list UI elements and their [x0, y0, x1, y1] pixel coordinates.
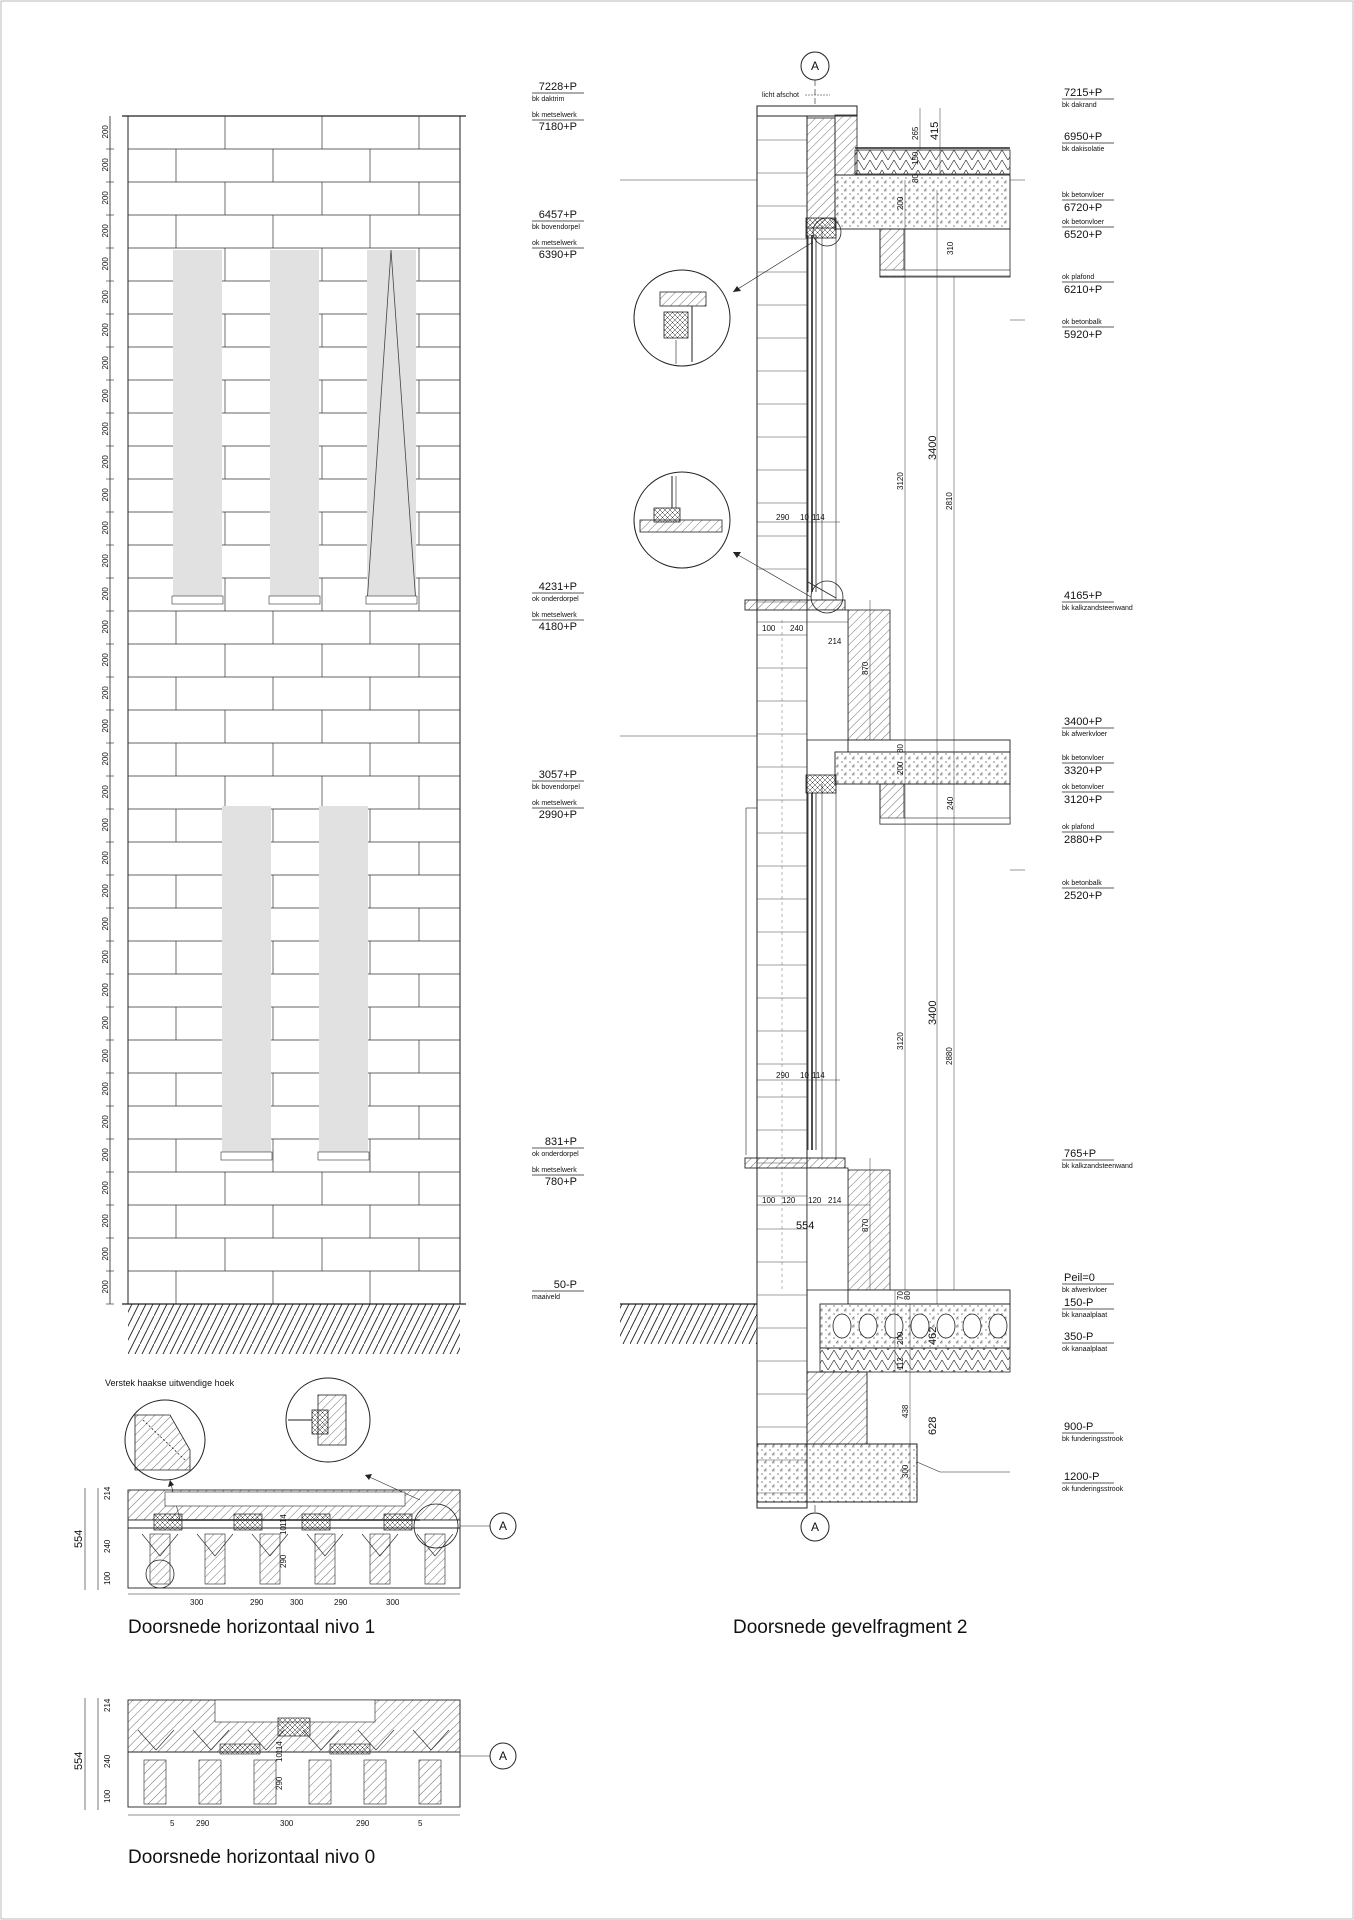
screed-floor-ground [848, 1290, 1010, 1304]
window-opening [367, 250, 416, 604]
floor-slab-mid [835, 752, 1010, 784]
dimension-label: 100 [762, 624, 776, 633]
dimension-label: 290 [196, 1819, 210, 1828]
level-value: 50-P [553, 1279, 577, 1291]
course-dimension: 200 [101, 1280, 110, 1294]
level-description: ok betonbalk [1062, 880, 1102, 887]
course-dimension: 200 [101, 653, 110, 667]
ceiling-top [880, 270, 1010, 276]
level-description: ok onderdorpel [532, 1151, 579, 1158]
window-sill [366, 596, 417, 604]
title-facade-section: Doorsnede gevelfragment 2 [733, 1617, 968, 1638]
level-description: bk dakisolatie [1062, 146, 1105, 153]
dimension-label: 300 [280, 1819, 294, 1828]
level-description: bk funderingsstrook [1062, 1436, 1124, 1443]
level-value: 3057+P [538, 769, 577, 781]
dimension-label: 120 [808, 1196, 822, 1205]
dimension-label: 70 [896, 1291, 905, 1300]
window-sill [269, 596, 320, 604]
dimension-label: 240 [790, 624, 804, 633]
window-opening [222, 806, 271, 1160]
level-value: 6950+P [1064, 131, 1103, 143]
level-value: 7180+P [538, 121, 577, 133]
facade-section [620, 52, 1025, 1541]
course-dimension: 200 [101, 158, 110, 172]
dimension-label: 3120 [896, 1032, 905, 1050]
course-dimension: 200 [101, 1247, 110, 1261]
level-value: Peil=0 [1064, 1272, 1095, 1284]
course-dimension: 200 [101, 785, 110, 799]
section-levels [1062, 87, 1133, 1493]
dimension-label: 3400 [927, 1000, 939, 1025]
course-dimension: 200 [101, 587, 110, 601]
level-description: ok betonvloer [1062, 219, 1105, 226]
level-description: bk bovendorpel [532, 224, 580, 231]
level-description: bk betonvloer [1062, 755, 1105, 762]
course-dimensions [101, 125, 114, 1304]
level-value: 765+P [1064, 1148, 1097, 1160]
course-dimension: 200 [101, 1115, 110, 1129]
dimension-label: 10 [275, 1753, 284, 1762]
course-dimension: 200 [101, 884, 110, 898]
course-dimension: 200 [101, 125, 110, 139]
dimension-label: 114 [275, 1741, 284, 1754]
dimension-label: 3120 [896, 472, 905, 490]
dimension-label: 100 [103, 1789, 112, 1803]
level-value: 7215+P [1064, 87, 1103, 99]
foundation-strip [757, 1444, 917, 1502]
dimension-label: 200 [896, 1331, 905, 1345]
dimension-label: 554 [796, 1220, 815, 1232]
dimension-label: 290 [279, 1554, 288, 1568]
horizontal-section-level-0 [73, 1698, 516, 1868]
window-opening [319, 806, 368, 1160]
horizontal-section-level-1 [73, 1378, 516, 1638]
level-description: bk bovendorpel [532, 784, 580, 791]
level-value: 3120+P [1064, 794, 1103, 806]
course-dimension: 200 [101, 1181, 110, 1195]
dimension-label: 214 [103, 1698, 112, 1712]
dimension-label: 3400 [927, 435, 939, 460]
course-dimension: 200 [101, 719, 110, 733]
level-value: 3320+P [1064, 765, 1103, 777]
dimension-label: 300 [190, 1598, 204, 1607]
dimension-label: 2810 [945, 492, 954, 510]
dimension-label: 462 [927, 1326, 939, 1345]
level-value: 831+P [544, 1136, 577, 1148]
level-description: ok kanaalplaat [1062, 1346, 1108, 1353]
level-description: ok plafond [1062, 274, 1095, 281]
title-horizontal-level-1: Doorsnede horizontaal nivo 1 [128, 1617, 376, 1638]
dimension-label: 240 [103, 1539, 112, 1553]
level-value: 900-P [1064, 1421, 1094, 1433]
level-description: bk kalkzandsteenwand [1062, 605, 1133, 612]
level-value: 2990+P [538, 809, 577, 821]
level-description: bk metselwerk [532, 612, 577, 619]
course-dimension: 200 [101, 1049, 110, 1063]
dimension-label: 290 [334, 1598, 348, 1607]
ground-outside [620, 1304, 757, 1344]
dimension-label: 290 [356, 1819, 370, 1828]
dimension-label: 10 [800, 1071, 809, 1080]
level-description: ok betonbalk [1062, 319, 1102, 326]
level-value: 350-P [1064, 1331, 1094, 1343]
level-description: bk afwerkvloer [1062, 1287, 1108, 1294]
ground-hatch [128, 1304, 460, 1354]
course-dimension: 200 [101, 752, 110, 766]
dimension-label: 870 [861, 1218, 870, 1232]
level-value: 4180+P [538, 621, 577, 633]
course-dimension: 200 [101, 1016, 110, 1030]
course-dimension: 200 [101, 257, 110, 271]
level-description: bk metselwerk [532, 1167, 577, 1174]
course-dimension: 200 [101, 224, 110, 238]
level-description: bk daktrim [532, 96, 565, 103]
dimension-label: 114 [812, 513, 825, 522]
window-sill [318, 1152, 369, 1160]
dimension-label: 214 [828, 1196, 842, 1205]
screed-floor-mid [848, 740, 1010, 752]
course-dimension: 200 [101, 455, 110, 469]
dimension-label: 438 [901, 1404, 910, 1418]
window-sill-upper [745, 600, 845, 610]
course-dimension: 200 [101, 554, 110, 568]
course-dimension: 200 [101, 1148, 110, 1162]
level-value: 6457+P [538, 209, 577, 221]
title-horizontal-level-0: Doorsnede horizontaal nivo 0 [128, 1847, 376, 1868]
level-value: 6520+P [1064, 229, 1103, 241]
dimension-label: 415 [929, 121, 941, 140]
level-description: bk afwerkvloer [1062, 731, 1108, 738]
level-value: 7228+P [538, 81, 577, 93]
window-opening [173, 250, 222, 604]
window-sill-lower [745, 1158, 845, 1168]
dimension-label: 870 [861, 661, 870, 675]
dimension-label: 290 [250, 1598, 264, 1607]
dimension-label: 290 [275, 1776, 284, 1790]
dimension-label: 265 [911, 126, 920, 140]
dimension-label: 150 [911, 151, 920, 165]
dimension-label: 300 [901, 1464, 910, 1478]
dimension-label: 300 [386, 1598, 400, 1607]
dimension-label: 2880 [945, 1047, 954, 1065]
window-sill [221, 1152, 272, 1160]
course-dimension: 200 [101, 389, 110, 403]
dimension-label: 300 [290, 1598, 304, 1607]
dimension-label: 240 [946, 796, 955, 810]
window-head-lower [806, 775, 836, 793]
foundation-wall [807, 1372, 867, 1444]
axis-label-bottom: A [810, 1520, 820, 1534]
course-dimension: 200 [101, 488, 110, 502]
level-description: ok metselwerk [532, 800, 577, 807]
course-dimension: 200 [101, 323, 110, 337]
axis-label-plan1: A [498, 1519, 508, 1533]
level-value: 4231+P [538, 581, 577, 593]
dimension-label: 80 [911, 174, 920, 183]
course-dimension: 200 [101, 983, 110, 997]
dimension-label: 100 [762, 1196, 776, 1205]
course-dimension: 200 [101, 290, 110, 304]
course-dimension: 200 [101, 917, 110, 931]
dimension-label: 112 [896, 1357, 905, 1370]
level-description: ok onderdorpel [532, 596, 579, 603]
level-value: 6720+P [1064, 202, 1103, 214]
window-sill [172, 596, 223, 604]
light-slope-label: licht afschot [762, 92, 799, 99]
elevation-levels [532, 81, 584, 1301]
dimension-label: 10 [800, 513, 809, 522]
level-value: 2520+P [1064, 890, 1103, 902]
level-description: bk dakrand [1062, 102, 1097, 109]
dimension-label: 80 [903, 1291, 912, 1300]
level-value: 6390+P [538, 249, 577, 261]
dimension-label: 290 [776, 513, 790, 522]
level-value: 6210+P [1064, 284, 1103, 296]
level-value: 780+P [544, 1176, 577, 1188]
course-dimension: 200 [101, 686, 110, 700]
dimension-label: 290 [776, 1071, 790, 1080]
axis-label-plan0: A [498, 1749, 508, 1763]
roof-slab [835, 175, 1010, 229]
dimension-label: 120 [782, 1196, 796, 1205]
dimension-label: 214 [828, 637, 842, 646]
level-value: 150-P [1064, 1297, 1094, 1309]
course-dimension: 200 [101, 818, 110, 832]
dimension-label: 114 [279, 1514, 288, 1527]
dimension-label: 628 [927, 1416, 939, 1435]
level-description: ok betonvloer [1062, 784, 1105, 791]
course-dimension: 200 [101, 521, 110, 535]
window-head-upper [806, 218, 836, 238]
dimension-label: 200 [896, 196, 905, 210]
roof-insulation [855, 150, 1010, 174]
level-value: 4165+P [1064, 590, 1103, 602]
level-description: bk betonvloer [1062, 192, 1105, 199]
level-value: 2880+P [1064, 834, 1103, 846]
dimension-label: 240 [103, 1754, 112, 1768]
corner-note: Verstek haakse uitwendige hoek [105, 1378, 235, 1388]
dimension-label: 554 [73, 1529, 85, 1548]
course-dimension: 200 [101, 1214, 110, 1228]
level-value: 1200-P [1064, 1471, 1100, 1483]
dimension-label: 214 [103, 1486, 112, 1500]
floor-insulation [820, 1348, 1010, 1372]
level-description: ok metselwerk [532, 240, 577, 247]
dimension-label: 10 [279, 1526, 288, 1535]
dimension-label: 200 [896, 761, 905, 775]
window-opening [270, 250, 319, 604]
dimension-label: 310 [946, 241, 955, 255]
dimension-label: 80 [896, 744, 905, 753]
level-description: bk metselwerk [532, 112, 577, 119]
course-dimension: 200 [101, 422, 110, 436]
course-dimension: 200 [101, 356, 110, 370]
roof-trim [757, 106, 857, 116]
course-dimension: 200 [101, 620, 110, 634]
dimension-label: 100 [103, 1571, 112, 1585]
course-dimension: 200 [101, 950, 110, 964]
level-description: ok plafond [1062, 824, 1095, 831]
dimension-label: 5 [418, 1819, 423, 1828]
axis-label-top: A [810, 59, 820, 73]
level-description: ok funderingsstrook [1062, 1486, 1124, 1493]
course-dimension: 200 [101, 851, 110, 865]
course-dimension: 200 [101, 191, 110, 205]
dimension-label: 114 [812, 1071, 825, 1080]
facade-elevation [101, 116, 466, 1354]
level-value: 3400+P [1064, 716, 1103, 728]
level-description: maaiveld [532, 1294, 561, 1301]
dimension-label: 554 [73, 1751, 85, 1770]
level-description: bk kanaalplaat [1062, 1312, 1108, 1319]
level-value: 5920+P [1064, 329, 1103, 341]
level-description: bk kalkzandsteenwand [1062, 1163, 1133, 1170]
course-dimension: 200 [101, 1082, 110, 1096]
dimension-label: 5 [170, 1819, 175, 1828]
